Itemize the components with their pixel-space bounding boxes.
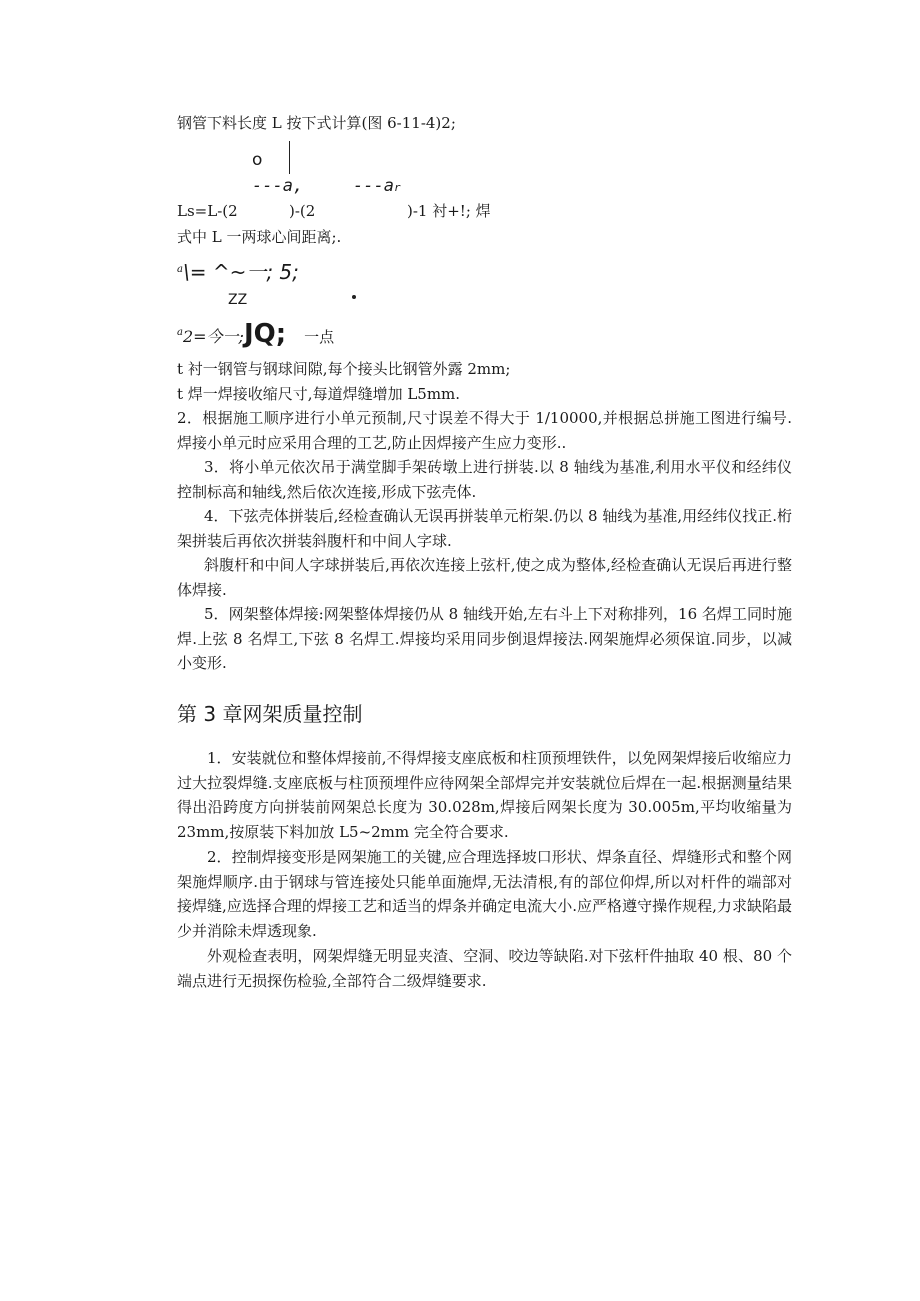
chapter-paragraph-1-text: 1．安装就位和整体焊接前,不得焊接支座底板和柱顶预埋铁件，以免网架焊接后收缩应力过大拉裂焊缝.支座底板与柱顶预埋件应待网架全部焊完并安装就位后焊在一起.根据测量结果得出沿跨度方向拼装前网架总长度为 30.028m,焊接后网架长度为 30.005m,平均收缩量为 23mm,按原装下料加放 L5~2mm 完全符合要求. — [177, 749, 792, 841]
chapter-paragraph-3 — [177, 944, 792, 993]
vertical-rule — [289, 141, 290, 174]
a2-text: 2=今一; — [182, 327, 244, 346]
dot-mark — [352, 295, 356, 299]
chapter-paragraph-1 — [177, 746, 792, 844]
a2-big: JQ; — [243, 319, 287, 349]
paragraph-5 — [177, 602, 792, 676]
a2-sup: a — [177, 327, 183, 338]
paragraph-3 — [177, 455, 792, 504]
zz-label: ZZ — [228, 292, 248, 308]
paragraph-2 — [177, 406, 792, 455]
a2-line — [177, 318, 334, 352]
a2-tail: 一点 — [304, 328, 335, 346]
dash-a-right-text: ---a — [353, 176, 394, 196]
ls-left: Ls=L-(2 — [177, 202, 238, 220]
chapter-paragraph-2 — [177, 845, 792, 943]
paragraph-4 — [177, 504, 792, 553]
paragraph-4-text: 4．下弦壳体拼装后,经检查确认无误再拼装单元桁架.仍以 8 轴线为基准,用经纬仪找正.桁架拼装后再依次拼装斜腹杆和中间人字球. — [177, 507, 792, 550]
paragraph-4b — [177, 553, 792, 602]
a1-line — [177, 256, 299, 286]
ls-right: )-1 衬+!; 焊 — [407, 202, 491, 220]
dash-a-right-sub: r — [393, 181, 401, 194]
paragraph-3-text: 3．将小单元依次吊于满堂脚手架砖墩上进行拼装.以 8 轴线为基准,利用水平仪和经纬仪控制标高和轴线,然后依次连接,形成下弦壳体. — [177, 458, 792, 501]
a1-text: \= ^~一; 5; — [182, 260, 299, 284]
paragraph-2-text: 2．根据施工顺序进行小单元预制,尺寸误差不得大于 1/10000,并根据总拼施工图进行编号.焊接小单元时应采用合理的工艺,防止因焊接产生应力变形.. — [177, 409, 792, 452]
a1-sup: a — [177, 264, 183, 275]
formula-intro: 钢管下料长度 L 按下式计算(图 6-11-4)2; — [177, 114, 456, 132]
t1-line: t 衬一钢管与钢球间隙,每个接头比钢管外露 2mm; — [177, 360, 511, 378]
dash-a-left: ---a, — [252, 176, 304, 196]
chapter-paragraph-3-text: 外观检查表明，网架焊缝无明显夹渣、空洞、咬边等缺陷.对下弦杆件抽取 40 根、80 个端点进行无损探伤检验,全部符合二级焊缝要求. — [177, 947, 792, 990]
paragraph-5-text: 5．网架整体焊接:网架整体焊接仍从 8 轴线开始,左右斗上下对称排列，16 名焊工同时施焊.上弦 8 名焊工,下弦 8 名焊工.焊接均采用同步倒退焊接法.网架施焊必须保谊.同步，以减小变形. — [177, 605, 792, 672]
chapter-paragraph-2-text: 2．控制焊接变形是网架施工的关键,应合理选择坡口形状、焊条直径、焊缝形式和整个网架施焊顺序.由于钢球与管连接处只能单面施焊,无法清根,有的部位仰焊,所以对杆件的端部对接焊缝,应选择合理的焊接工艺和适当的焊条并确定电流大小.应严格遵守操作规程,力求缺陷最少并消除未焊透现象. — [177, 848, 792, 940]
chapter-title: 第 3 章网架质量控制 — [177, 702, 363, 726]
dash-a-right — [353, 176, 401, 198]
paragraph-4b-text: 斜腹杆和中间人字球拼装后,再依次连接上弦杆,使之成为整体,经检查确认无误后再进行整体焊接. — [177, 556, 792, 599]
ls-mid: )-(2 — [289, 202, 316, 220]
t2-line: t 焊一焊接收缩尺寸,每道焊缝增加 L5mm. — [177, 385, 461, 403]
where-line: 式中 L 一两球心间距离;. — [177, 228, 342, 246]
circle-mark: o — [252, 150, 263, 170]
